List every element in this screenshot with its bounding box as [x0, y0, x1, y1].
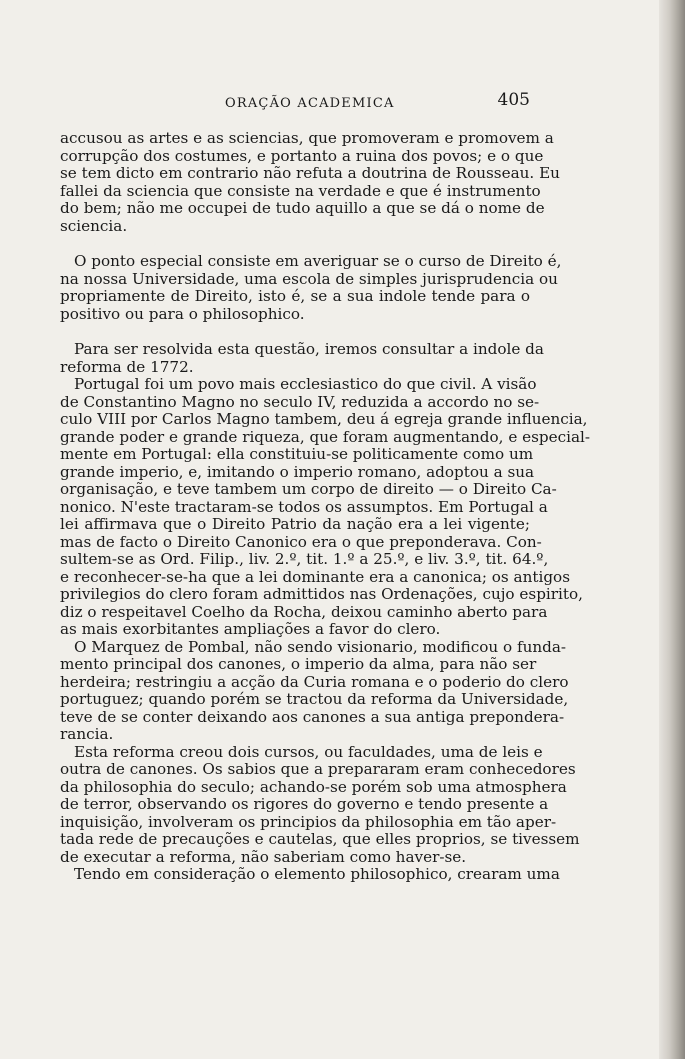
text-line: mento principal dos canones, o imperio da alma, para não ser [60, 655, 537, 673]
text-line: organisação, e teve tambem um corpo de direito — o Direito Ca- [60, 480, 557, 498]
running-title: ORAÇÃO ACADEMICA [225, 96, 395, 111]
text-line: as mais exorbitantes ampliações a favor do clero. [60, 620, 441, 638]
text-line: positivo ou para o philosophico. [60, 304, 305, 323]
paragraph [60, 742, 580, 867]
text-line: herdeira; restringiu a acção da Curia romana e o poderio do clero [60, 672, 569, 691]
text-line: diz o respeitavel Coelho da Rocha, deixou caminho aberto para [60, 602, 548, 621]
text-line: mas de facto o Direito Canonico era o que preponderava. Con- [60, 532, 542, 551]
text-line: portuguez; quando porém se tractou da reforma da Universidade, [60, 690, 569, 708]
text-line: Portugal foi um povo mais ecclesiastico do que civil. A visão [74, 375, 537, 393]
text-line: Tendo em consideração o elemento philosophico, crearam uma [74, 865, 560, 883]
text-line: privilegios do clero foram admittidos nas Ordenações, cujo espirito, [60, 585, 583, 603]
paragraph [60, 865, 560, 884]
text-line: de Constantino Magno no seculo IV, reduzida a accordo no se- [60, 392, 540, 411]
paragraph-gap [60, 323, 530, 341]
text-line: de executar a reforma, não saberiam como haver-se. [60, 847, 467, 866]
text-line: grande imperio, e, imitando o imperio romano, adoptou a sua [60, 462, 535, 481]
text-line: na nossa Universidade, uma escola de simples jurisprudencia ou [60, 269, 558, 288]
paragraph [60, 252, 562, 323]
text-line: outra de canones. Os sabios que a prepararam eram conhecedores [60, 760, 576, 778]
text-line: propriamente de Direito, isto é, se a sua indole tende para o [60, 287, 530, 305]
paragraph [60, 340, 544, 376]
text-line: de terror, observando os rigores do governo e tendo presente a [60, 795, 549, 813]
text-line: nonico. N'este tractaram-se todos os assumptos. Em Portugal a [60, 497, 548, 516]
text-line: corrupção dos costumes, e portanto a ruina dos povos; e o que [60, 146, 544, 165]
text-line: reforma de 1772. [60, 357, 194, 376]
paragraph [60, 129, 560, 235]
page-number: 405 [497, 90, 530, 110]
paragraph [60, 375, 591, 639]
paragraph-gap [60, 235, 530, 253]
text-line: inquisição, involveram os principios da philosophia em tão aper- [60, 812, 557, 831]
text-line: rancia. [60, 725, 114, 743]
text-line: tada rede de precauções e cautelas, que elles proprios, se tivessem [60, 830, 580, 848]
text-line: grande poder e grande riqueza, que foram augmentando, e especial- [60, 427, 591, 446]
text-line: se tem dicto em contrario não refuta a doutrina de Rousseau. Eu [60, 164, 560, 182]
text-line: O Marquez de Pombal, não sendo visionario, modificou o funda- [74, 637, 567, 656]
text-line: e reconhecer-se-ha que a lei dominante era a canonica; os antigos [60, 567, 570, 586]
page-header [60, 90, 530, 118]
page-gutter-shadow [659, 0, 685, 1059]
text-line: Esta reforma creou dois cursos, ou faculdades, uma de leis e [74, 742, 543, 761]
text-line: teve de se conter deixando aos canones a sua antiga prepondera- [60, 707, 565, 726]
body-text [60, 129, 591, 884]
text-line: culo VIII por Carlos Magno tambem, deu á egreja grande influencia, [60, 410, 588, 428]
paragraph [60, 637, 569, 744]
text-line: mente em Portugal: ella constituiu-se politicamente como um [60, 445, 534, 463]
text-line: lei affirmava que o Direito Patrio da nação era a lei vigente; [60, 515, 530, 533]
text-line: O ponto especial consiste em averiguar se o curso de Direito é, [74, 252, 562, 270]
text-line: sultem-se as Ord. Filip., liv. 2.º, tit. 1.º a 25.º, e liv. 3.º, tit. 64.º, [60, 550, 549, 568]
text-line: do bem; não me occupei de tudo aquillo a que se dá o nome de [60, 199, 545, 217]
text-line: Para ser resolvida esta questão, iremos consultar a indole da [74, 340, 544, 358]
text-line: accusou as artes e as sciencias, que promoveram e promovem a [60, 129, 554, 147]
text-line: sciencia. [60, 216, 128, 235]
text-line: da philosophia do seculo; achando-se porém sob uma atmosphera [60, 777, 567, 796]
text-line: fallei da sciencia que consiste na verdade e que é instrumento [60, 181, 541, 200]
